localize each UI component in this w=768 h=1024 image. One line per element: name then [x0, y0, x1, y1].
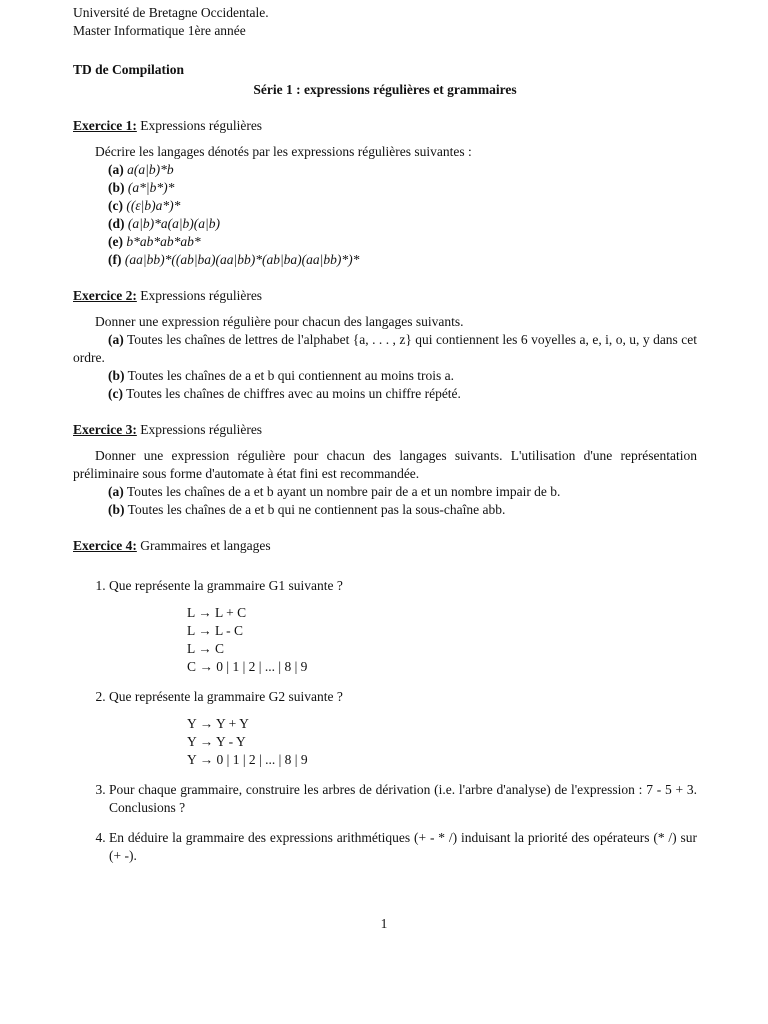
exercise-3-intro: Donner une expression régulière pour chacun des langages suivants. L'utilisation d'une représentation préliminaire sous forme d'automate à état fini est recommandée.	[73, 448, 697, 481]
grammar-g2-rules	[187, 715, 697, 769]
exercise-1-intro: Décrire les langages dénotés par les expressions régulières suivantes :	[95, 144, 472, 159]
exercise-2-heading	[73, 287, 697, 305]
exercise-1-item-d: (d) (a|b)*a(a|b)(a|b)	[108, 216, 220, 231]
exercise-4-number: Exercice 4:	[73, 538, 137, 553]
grammar-rule: Y → Y - Y	[187, 734, 246, 749]
exercise-1-heading	[73, 117, 697, 135]
page-number: 1	[380, 916, 388, 931]
exercise-3-item-b: (b) Toutes les chaînes de a et b qui ne contiennent pas la sous-chaîne abb.	[108, 502, 506, 517]
document-page	[73, 4, 697, 877]
university-name: Université de Bretagne Occidentale.	[73, 5, 269, 20]
exercise-2-title: Expressions régulières	[140, 288, 263, 303]
exercise-4-questions	[73, 577, 697, 865]
exercise-3-number: Exercice 3:	[73, 422, 137, 437]
exercise-2-intro: Donner une expression régulière pour chacun des langages suivants.	[95, 314, 464, 329]
exercise-1-number: Exercice 1:	[73, 118, 137, 133]
exercise-2-number: Exercice 2:	[73, 288, 137, 303]
grammar-rule: C → 0 | 1 | 2 | ... | 8 | 9	[187, 659, 308, 674]
grammar-rule: L → L + C	[187, 605, 247, 620]
grammar-g1-rules	[187, 604, 697, 676]
exercise-1-item-e: (e) b*ab*ab*ab*	[108, 234, 201, 249]
exercise-2-item-c: (c) Toutes les chaînes de chiffres avec au moins un chiffre répété.	[108, 386, 461, 401]
exercise-3-item-a: (a) Toutes les chaînes de a et b ayant un nombre pair de a et un nombre impair de b.	[108, 484, 561, 499]
exercise-1-title: Expressions régulières	[140, 118, 263, 133]
regex-expression: ((ε|b)a*)*	[126, 198, 181, 213]
exercise-1-item-b: (b) (a*|b*)*	[108, 180, 175, 195]
exercise-1-item-f: (f) (aa|bb)*((ab|ba)(aa|bb)*(ab|ba)(aa|bb)*)*	[108, 252, 360, 267]
question-2: 2. Que représente la grammaire G2 suivante ? Y → Y + Y Y → Y - Y Y → 0 | 1 | 2 | ... | 8 | 9	[109, 688, 697, 769]
regex-expression: (a|b)*a(a|b)(a|b)	[127, 216, 220, 231]
exercise-2-item-a: (a) Toutes les chaînes de lettres de l'alphabet {a, . . . , z} qui contiennent les 6 voyelles a, e, i, o, u, y dans cet ordre.	[73, 332, 698, 365]
exercise-1-item-a: (a) a(a|b)*b	[108, 162, 174, 177]
question-3: 3. Pour chaque grammaire, construire les arbres de dérivation (i.e. l'arbre d'analyse) de l'expression : 7 - 5 + 3. Conclusions ?	[109, 781, 697, 817]
grammar-rule: Y → 0 | 1 | 2 | ... | 8 | 9	[187, 752, 308, 767]
course-title: TD de Compilation	[73, 62, 185, 77]
program-name: Master Informatique 1ère année	[73, 23, 246, 38]
regex-expression: (aa|bb)*((ab|ba)(aa|bb)*(ab|ba)(aa|bb)*)*	[124, 252, 360, 267]
grammar-rule: L → C	[187, 641, 224, 656]
exercise-3-heading	[73, 421, 697, 439]
exercise-4-heading	[73, 537, 697, 555]
regex-expression: b*ab*ab*ab*	[126, 234, 201, 249]
question-1: 1. Que représente la grammaire G1 suivante ? L → L + C L → L - C L → C C → 0 | 1 | 2 | ... | 8 | 9	[109, 577, 697, 676]
regex-expression: (a*|b*)*	[127, 180, 175, 195]
exercise-1-item-c: (c) ((ε|b)a*)*	[108, 198, 181, 213]
exercise-4-title: Grammaires et langages	[140, 538, 271, 553]
regex-expression: a(a|b)*b	[127, 162, 174, 177]
grammar-rule: Y → Y + Y	[187, 716, 249, 731]
question-4: 4. En déduire la grammaire des expressions arithmétiques (+ - * /) induisant la priorité des opérateurs (* /) sur (+ -).	[109, 829, 697, 865]
exercise-2-item-b: (b) Toutes les chaînes de a et b qui contiennent au moins trois a.	[108, 368, 454, 383]
grammar-rule: L → L - C	[187, 623, 243, 638]
series-title: Série 1 : expressions régulières et grammaires	[253, 82, 517, 97]
exercise-3-title: Expressions régulières	[140, 422, 263, 437]
